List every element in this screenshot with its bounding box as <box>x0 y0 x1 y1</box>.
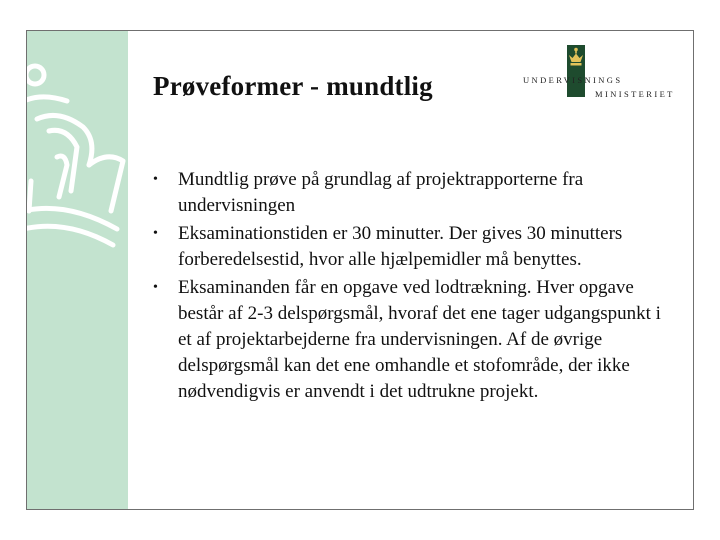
bullet-point: • <box>153 280 158 295</box>
logo-text-line1: UNDERVISNINGS <box>523 75 623 85</box>
logo-emblem <box>567 45 585 97</box>
crown-watermark-icon <box>27 61 128 251</box>
bullet-text: Eksaminanden får en opgave ved lodtrækning. Hver opgave består af 2-3 delspørgsmål, hvoraf det ene tager udgangspunkt i et af projektarbejderne fra undervisningen. Af de øvrige delspørgsmål kan det ene omhandle et stofområde, der ikke nødvendigvis er anvendt i det udtrukne projekt. <box>178 277 661 402</box>
slide-title: Prøveformer - mundtlig <box>153 71 433 101</box>
ministry-logo <box>523 45 683 97</box>
bullet-text: Mundtlig prøve på grundlag af projektrapporterne fra undervisningen <box>178 169 584 216</box>
crown-icon <box>568 47 584 67</box>
bullet-point: • <box>153 172 158 187</box>
bullet-item <box>153 275 663 405</box>
slide-frame <box>26 30 694 510</box>
logo-text-line2: MINISTERIET <box>595 89 675 99</box>
bullet-point: • <box>153 226 158 241</box>
green-side-band <box>27 31 128 509</box>
bullet-item <box>153 167 663 219</box>
bullet-text: Eksaminationstiden er 30 minutter. Der gives 30 minutters forberedelsestid, hvor alle hjælpemidler må benyttes. <box>178 223 623 270</box>
bullet-list <box>153 167 663 407</box>
bullet-item <box>153 221 663 273</box>
